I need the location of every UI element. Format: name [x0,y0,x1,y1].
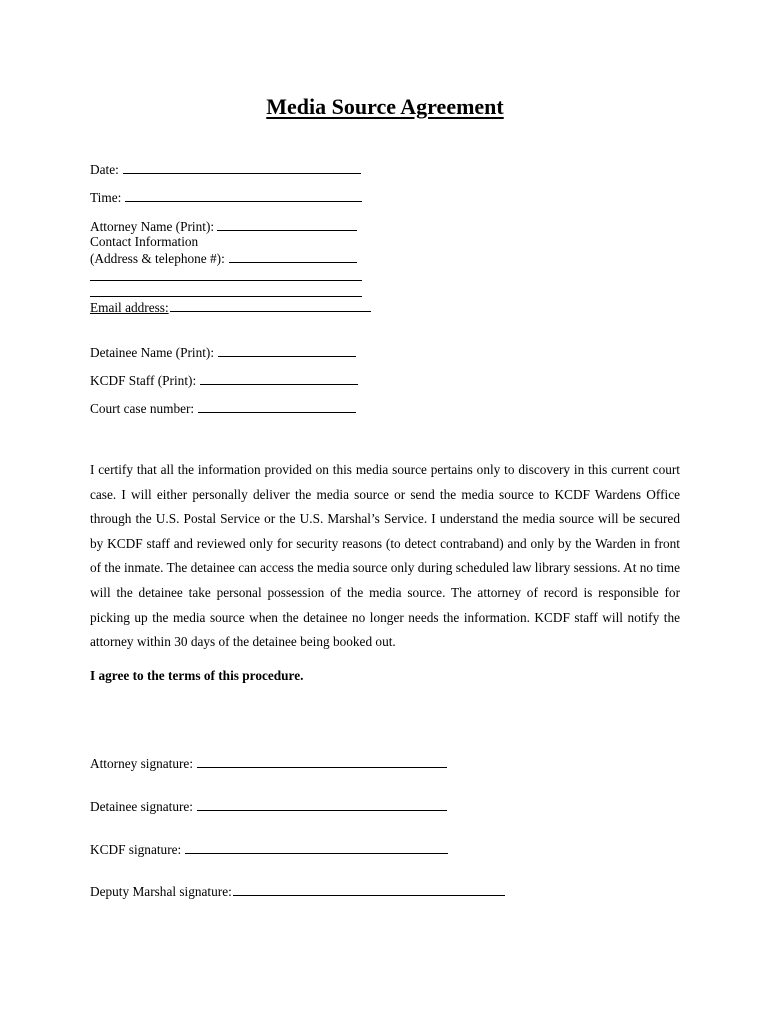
contact-info-heading [90,234,198,250]
certification-paragraph: I certify that all the information provided on this media source pertains only to discovery in this current court case. I will either personally deliver the media source or send the media source to KCDF Wardens Office through the U.S. Postal Service or the U.S. Marshal’s Service. I understand the media source will be secured by KCDF staff and reviewed only for security reasons (to detect contraband) and only by the Warden in front of the inmate. The detainee can access the media source only during scheduled law library sessions. At no time will the detainee take personal possession of the media source. The attorney of record is responsible for picking up the media source when the detainee no longer needs the information. KCDF staff will notify the attorney within 30 days of the detainee being booked out. [90,462,680,650]
detainee-name-blank[interactable] [218,344,356,357]
email-blank[interactable] [170,299,371,312]
attorney-name-field [90,218,357,235]
deputy-marshal-signature-blank[interactable] [233,883,505,896]
document-title: Media Source Agreement [266,94,504,119]
attorney-signature-blank[interactable] [197,755,447,768]
kcdf-staff-field [90,372,358,389]
agreement-statement: I agree to the terms of this procedure. [90,668,304,683]
address-line-3[interactable] [90,296,362,297]
date-blank[interactable] [123,161,361,174]
court-case-field [90,400,356,417]
detainee-signature-field [90,798,447,815]
attorney-signature-field [90,755,447,772]
kcdf-signature-blank[interactable] [185,841,448,854]
address-phone-field [90,250,357,267]
attorney-signature-label: Attorney signature: [90,756,194,771]
kcdf-signature-field [90,841,448,858]
time-blank[interactable] [125,189,362,202]
kcdf-signature-label: KCDF signature: [90,842,182,857]
contact-info-label: Contact Information [90,234,199,249]
address-phone-label: (Address & telephone #): [90,251,225,266]
address-line-2[interactable] [90,280,362,281]
time-label: Time: [90,190,122,205]
detainee-signature-blank[interactable] [197,798,447,811]
address-phone-blank[interactable] [229,250,357,263]
attorney-name-blank[interactable] [217,218,357,231]
attorney-name-label: Attorney Name (Print): [90,219,215,234]
detainee-name-field [90,344,356,361]
court-case-label: Court case number: [90,401,195,416]
date-label: Date: [90,162,119,177]
email-label: Email address: [90,300,169,315]
court-case-blank[interactable] [198,400,356,413]
kcdf-staff-label: KCDF Staff (Print): [90,373,197,388]
email-field [90,299,371,316]
deputy-marshal-signature-label: Deputy Marshal signature: [90,884,232,899]
detainee-signature-label: Detainee signature: [90,799,194,814]
kcdf-staff-blank[interactable] [200,372,358,385]
detainee-name-label: Detainee Name (Print): [90,345,215,360]
time-field [90,189,362,206]
deputy-marshal-signature-field [90,883,505,900]
date-field [90,161,361,178]
